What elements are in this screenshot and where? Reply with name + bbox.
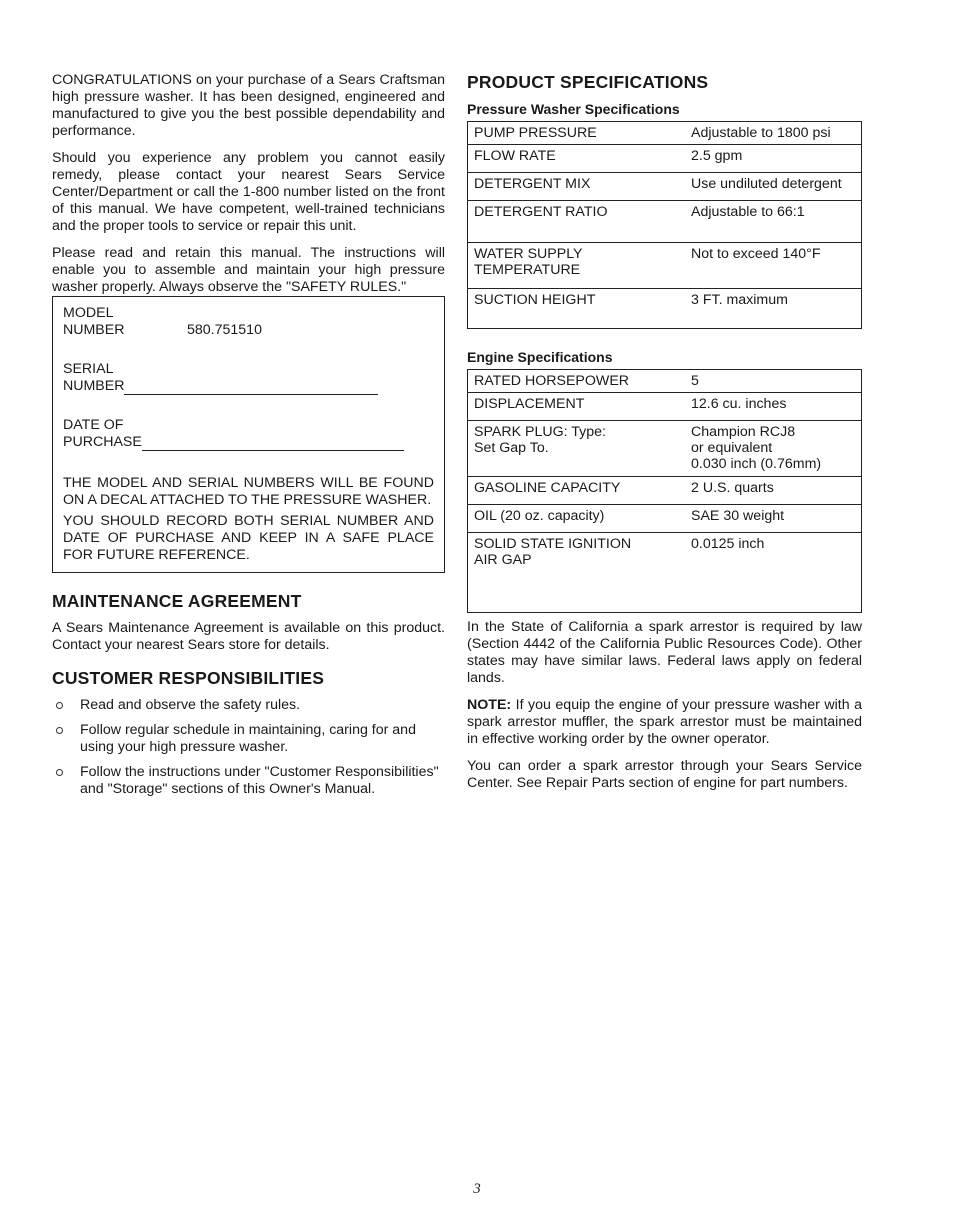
table-row xyxy=(468,370,862,393)
table-row xyxy=(468,173,862,201)
customer-heading: CUSTOMER RESPONSIBILITIES xyxy=(52,668,325,688)
serial-number-line xyxy=(124,380,378,395)
bullet-icon xyxy=(56,769,63,776)
spec-name: OIL (20 oz. capacity) xyxy=(468,505,686,533)
spec-value: 2.5 gpm xyxy=(685,145,862,173)
list-item: Follow regular schedule in maintaining, caring for and using your high pressure washer. xyxy=(52,722,445,756)
model-number-label: NUMBER xyxy=(63,322,125,338)
spec-name: SOLID STATE IGNITION AIR GAP xyxy=(468,533,686,613)
date-label: DATE OF xyxy=(63,417,124,433)
spec-value: Not to exceed 140°F xyxy=(685,243,862,289)
registration-box xyxy=(52,296,445,573)
spec-name: WATER SUPPLY TEMPERATURE xyxy=(468,243,686,289)
spec-name: GASOLINE CAPACITY xyxy=(468,477,686,505)
table-row xyxy=(468,145,862,173)
bullet-icon xyxy=(56,727,63,734)
table-row xyxy=(468,533,862,613)
table-row xyxy=(468,393,862,421)
spec-name: PUMP PRESSURE xyxy=(468,122,686,145)
page-number: 3 xyxy=(473,1181,481,1197)
table-row xyxy=(468,201,862,243)
note-text: If you equip the engine of your pressure washer with a spark arrestor muffler, the spark arrestor must be maintained in effective working order by the owner operator. xyxy=(467,697,862,747)
washer-spec-table xyxy=(467,121,862,329)
serial-label: SERIAL xyxy=(63,361,114,377)
maintenance-text: A Sears Maintenance Agreement is available on this product. Contact your nearest Sears store for details. xyxy=(52,620,445,653)
spec-value: Champion RCJ8 or equivalent 0.030 inch (0.76mm) xyxy=(685,421,862,477)
registration-note-2: YOU SHOULD RECORD BOTH SERIAL NUMBER AND DATE OF PURCHASE AND KEEP IN A SAFE PLACE FOR FUTURE REFERENCE. xyxy=(63,513,434,563)
list-item: Read and observe the safety rules. xyxy=(52,697,445,714)
purchase-date-line xyxy=(142,436,404,451)
table-row xyxy=(468,477,862,505)
spec-value: 5 xyxy=(685,370,862,393)
engine-spec-table xyxy=(467,369,862,613)
model-number-value: 580.751510 xyxy=(187,322,262,338)
registration-note-1: THE MODEL AND SERIAL NUMBERS WILL BE FOUND ON A DECAL ATTACHED TO THE PRESSURE WASHER. xyxy=(63,475,434,508)
spec-value: SAE 30 weight xyxy=(685,505,862,533)
table-row xyxy=(468,243,862,289)
spec-value: 0.0125 inch xyxy=(685,533,862,613)
bullet-icon xyxy=(56,702,63,709)
note-label: NOTE: xyxy=(467,697,512,713)
spec-value: 12.6 cu. inches xyxy=(685,393,862,421)
spec-value: Adjustable to 1800 psi xyxy=(685,122,862,145)
spec-name: SPARK PLUG: Type: Set Gap To. xyxy=(468,421,686,477)
washer-spec-heading: Pressure Washer Specifications xyxy=(467,101,680,117)
table-row xyxy=(468,122,862,145)
table-row xyxy=(468,505,862,533)
engine-spec-heading: Engine Specifications xyxy=(467,349,613,365)
order-paragraph: You can order a spark arrestor through your Sears Service Center. See Repair Parts section of engine for part numbers. xyxy=(467,758,862,791)
spec-name: DETERGENT MIX xyxy=(468,173,686,201)
intro-paragraph-2: Should you experience any problem you cannot easily remedy, please contact your nearest Sears Service Center/Department or call the 1-800 number listed on the front of this manual. We have competent, well-trained technicians and the proper tools to service or repair this unit. xyxy=(52,150,445,234)
right-column xyxy=(467,72,862,802)
table-row xyxy=(468,421,862,477)
spec-value: Adjustable to 66:1 xyxy=(685,201,862,243)
product-heading: PRODUCT SPECIFICATIONS xyxy=(467,72,709,92)
model-label: MODEL xyxy=(63,305,114,321)
customer-list xyxy=(52,697,445,798)
table-row xyxy=(468,289,862,329)
spec-name: SUCTION HEIGHT xyxy=(468,289,686,329)
spec-name: FLOW RATE xyxy=(468,145,686,173)
left-column xyxy=(52,72,445,806)
intro-paragraph-3: Please read and retain this manual. The instructions will enable you to assemble and maintain your high pressure washer properly. Always observe the "SAFETY RULES." xyxy=(52,245,445,295)
list-item: Follow the instructions under "Customer Responsibilities" and "Storage" sections of this Owner's Manual. xyxy=(52,764,445,798)
spec-name: DETERGENT RATIO xyxy=(468,201,686,243)
spec-name: DISPLACEMENT xyxy=(468,393,686,421)
spec-value: 2 U.S. quarts xyxy=(685,477,862,505)
spec-name: RATED HORSEPOWER xyxy=(468,370,686,393)
note-paragraph xyxy=(467,697,862,748)
california-paragraph: In the State of California a spark arrestor is required by law (Section 4442 of the California Public Resources Code). Other states may have similar laws. Federal laws apply on federal lands. xyxy=(467,619,862,686)
intro-paragraph-1: CONGRATULATIONS on your purchase of a Sears Craftsman high pressure washer. It has been designed, engineered and manufactured to give you the best possible dependability and performance. xyxy=(52,72,445,139)
spec-value: 3 FT. maximum xyxy=(685,289,862,329)
spec-value: Use undiluted detergent xyxy=(685,173,862,201)
serial-number-label: NUMBER xyxy=(63,378,125,394)
maintenance-heading: MAINTENANCE AGREEMENT xyxy=(52,591,302,611)
purchase-label: PURCHASE xyxy=(63,434,142,450)
